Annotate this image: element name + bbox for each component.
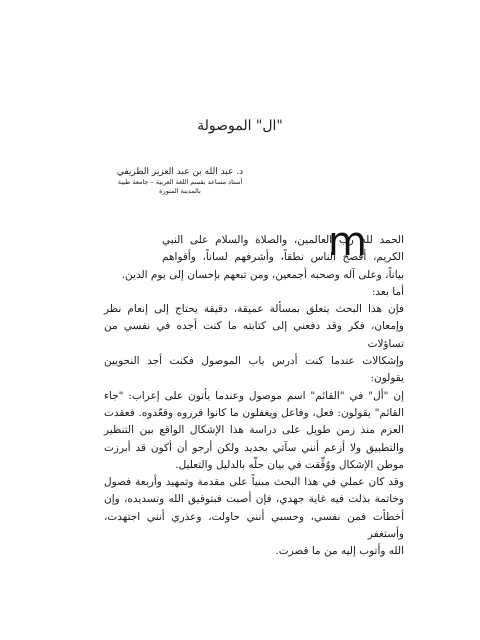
text-line: فإن هذا البحث يتعلق بمسألة عميقة، دقيقة يحتاج إلى إنعام نظر bbox=[104, 303, 404, 316]
paragraph-amma-baad bbox=[104, 284, 404, 301]
text-line: العزم منذ زمن طويل على دراسة هذا الإشكال الواقع بين التنظير bbox=[104, 424, 404, 437]
document-title: "ال" الموصولة bbox=[197, 118, 283, 134]
text-line: وإمعان، فكر وقد دفعني إلى كتابته ما كنت أجده في نفسي من تساؤلات bbox=[104, 320, 404, 350]
paragraph-research-structure bbox=[104, 474, 404, 560]
paragraph-opening-cont bbox=[104, 267, 404, 284]
text-line: وقد كان عملي في هذا البحث مبنياً على مقدمة وتمهيد وأربعة فصول bbox=[104, 476, 404, 489]
author-affiliation: أستاذ مساعد بقسم اللغة العربية – جامعة طيبة bbox=[117, 178, 243, 186]
text-line: الحمد لله رب العالمين، والصلاة والسلام على النبي bbox=[162, 234, 404, 246]
text-line: وإشكالات عندما كنت أدرس باب الموصول فكنت أجد النحويين يقولون: bbox=[104, 355, 404, 385]
text-line: إن "أل" في "القائم" اسم موصول وعندما يأتون على إعراب: "جاء bbox=[104, 389, 404, 402]
text-line: أما بعد: bbox=[371, 285, 404, 298]
text-line: وخاتمة بذلت فيه غاية جهدي، فإن أصبت فبتوفيق الله وتسديده، وإن bbox=[104, 493, 404, 506]
text-line: الكريم، أفصح الناس نطقاً، وأشرفهم لساناً، وأقواهم bbox=[162, 251, 404, 264]
author-city: بالمدينة المنورة bbox=[159, 187, 201, 195]
author-block bbox=[80, 166, 280, 196]
text-line: بياناً، وعلى آله وصحبه أجمعين، ومن تبعهم بإحسان إلى يوم الدين. bbox=[121, 268, 404, 281]
text-line: القائم" يقولون: فعل، وفاعل ويغفلون ما كانوا قرروه وقعّدوه. فعقدت bbox=[104, 406, 404, 419]
text-line: أخطأت فمن نفسي، وحسبي أنني حاولت، وعذري أنني اجتهدت، وأستغفر bbox=[104, 510, 404, 541]
body-text bbox=[104, 232, 404, 561]
drop-cap-glyph: m bbox=[328, 219, 367, 265]
paragraph-research-intro bbox=[104, 301, 404, 474]
text-line: والتطبيق ولا أزعم أنني سآتي بجديد ولكن أرجو أن أكون قد أبرزت bbox=[104, 441, 404, 454]
text-line: الله وأتوب إليه من ما قصرت. bbox=[275, 545, 404, 558]
text-line: موطن الإشكال ووُفِّقت في بيان حلّه بالدليل والتعليل. bbox=[175, 458, 404, 471]
paragraph-opening bbox=[104, 232, 404, 267]
author-name: د. عبد الله بن عبد العزيز الطريفي bbox=[116, 167, 244, 177]
